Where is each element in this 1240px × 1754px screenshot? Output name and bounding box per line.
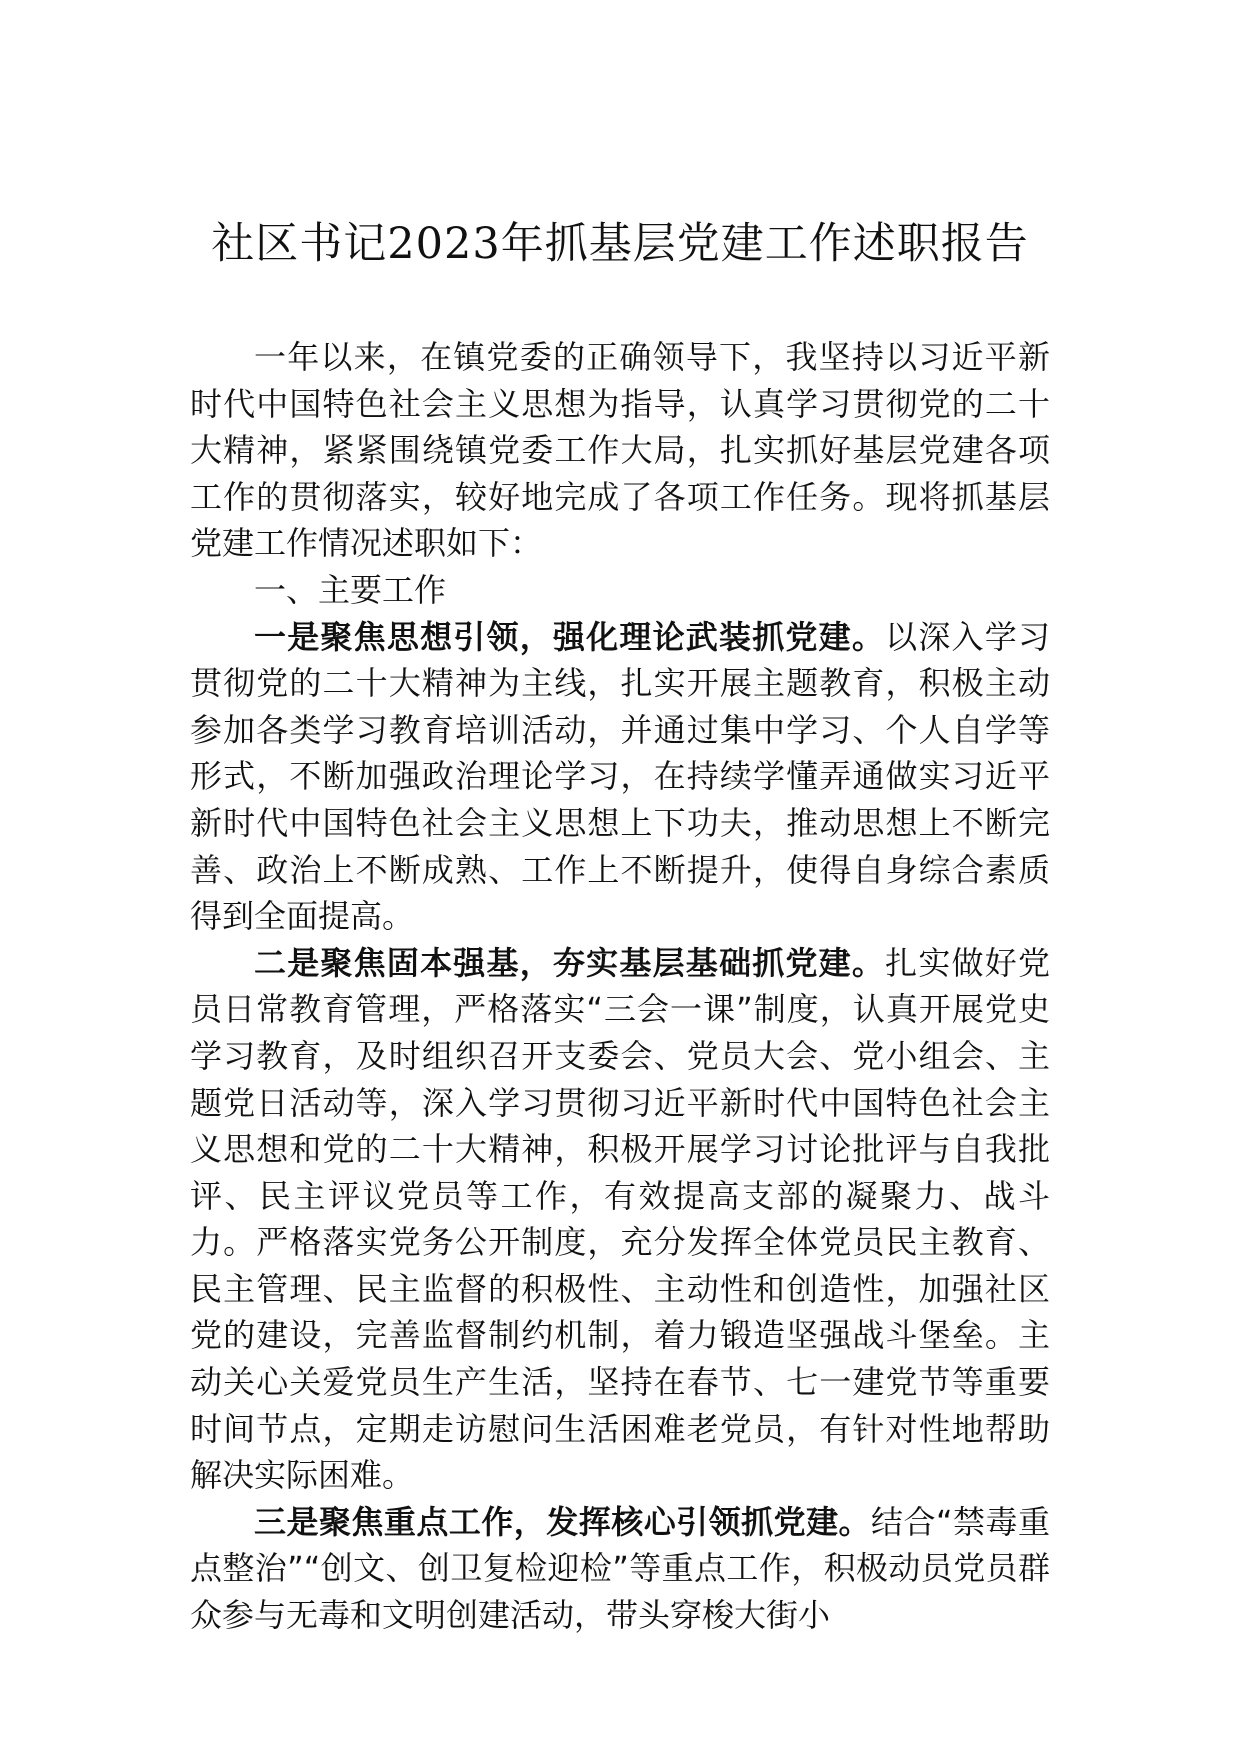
paragraph-item-3 <box>190 1499 1050 1639</box>
paragraph-text: 结合“禁毒重点整治”“创文、创卫复检迎检”等重点工作，积极动员党员群众参与无毒和文明创建活动，带头穿梭大街小 <box>190 1502 1050 1635</box>
section-heading: 一、主要工作 <box>254 570 447 609</box>
paragraph-item-2 <box>190 940 1050 1499</box>
paragraph-text: 以深入学习贯彻党的二十大精神为主线，扎实开展主题教育，积极主动参加各类学习教育培训活动，并通过集中学习、个人自学等形式，不断加强政治理论学习，在持续学懂弄通做实习近平新时代中国特色社会主义思想上下功夫，推动思想上不断完善、政治上不断成熟、工作上不断提升，使得自身综合素质得到全面提高。 <box>190 617 1050 936</box>
intro-paragraph: 一年以来，在镇党委的正确领导下，我坚持以习近平新时代中国特色社会主义思想为指导，认真学习贯彻党的二十大精神，紧紧围绕镇党委工作大局，扎实抓好基层党建各项工作的贯彻落实，较好地完成了各项工作任务。现将抓基层党建工作情况述职如下： <box>190 338 1050 563</box>
paragraph-lead: 一是聚焦思想引领，强化理论武装抓党建。 <box>254 617 886 656</box>
paragraph-item-1 <box>190 614 1050 940</box>
paragraph-lead: 二是聚焦固本强基，夯实基层基础抓党建。 <box>254 943 886 982</box>
document-body <box>190 334 1050 1639</box>
document-title: 社区书记2023年抓基层党建工作述职报告 <box>211 219 1029 269</box>
paragraph-lead: 三是聚焦重点工作，发挥核心引领抓党建。 <box>254 1502 872 1541</box>
paragraph-text: 扎实做好党员日常教育管理，严格落实“三会一课”制度，认真开展党史学习教育，及时组织召开支委会、党员大会、党小组会、主题党日活动等，深入学习贯彻习近平新时代中国特色社会主义思想和党的二十大精神，积极开展学习讨论批评与自我批评、民主评议党员等工作，有效提高支部的凝聚力、战斗力。严格落实党务公开制度，充分发挥全体党员民主教育、民主管理、民主监督的积极性、主动性和创造性，加强社区党的建设，完善监督制约机制，着力锻造坚强战斗堡垒。主动关心关爱党员生产生活，坚持在春节、七一建党节等重要时间节点，定期走访慰问生活困难老党员，有针对性地帮助解决实际困难。 <box>190 943 1050 1495</box>
